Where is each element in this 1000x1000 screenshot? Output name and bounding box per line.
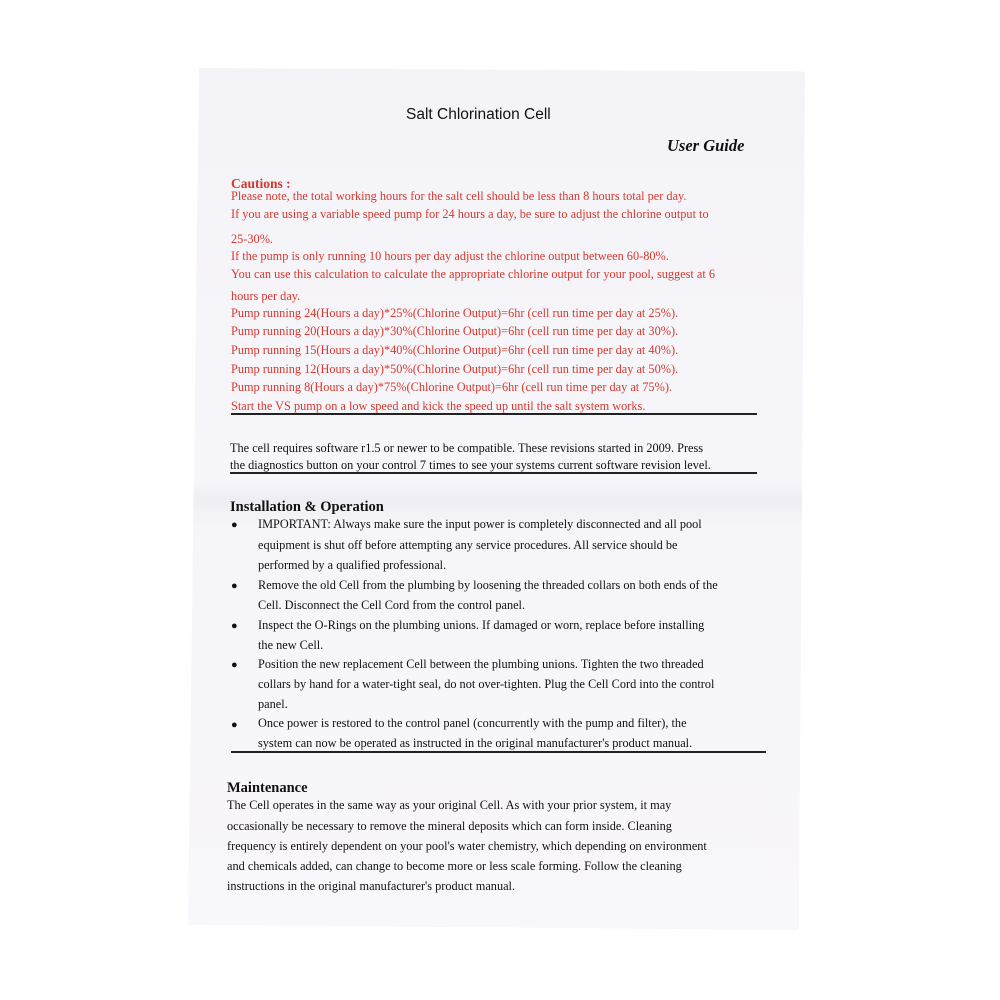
installation-item-line: equipment is shut off before attempting any service procedures. All service should be [258,538,678,552]
maintenance-line: instructions in the original manufacturer's product manual. [227,879,516,893]
software-line: The cell requires software r1.5 or newer to be compatible. These revisions started in 2009. Press [230,441,704,455]
installation-item-line: Inspect the O-Rings on the plumbing unions. If damaged or worn, replace before installing [258,618,705,632]
installation-item-line: performed by a qualified professional. [258,558,447,572]
section-divider [230,472,757,474]
maintenance-line: and chemicals added, can change to become more or less scale forming. Follow the cleaning [227,859,682,873]
installation-item-line: the new Cell. [258,638,324,652]
caution-line: You can use this calculation to calculate the appropriate chlorine output for your pool, suggest at 6 [231,267,716,281]
maintenance-line: occasionally be necessary to remove the mineral deposits which can form inside. Cleaning [227,819,672,833]
bullet-icon: ● [231,719,238,731]
caution-line: If you are using a variable speed pump for 24 hours a day, be sure to adjust the chlorine output to [231,207,709,221]
bullet-icon: ● [231,519,238,531]
document-title: Salt Chlorination Cell [406,106,551,123]
installation-item-line: IMPORTANT: Always make sure the input power is completely disconnected and all pool [258,517,702,531]
installation-item-line: collars by hand for a water-tight seal, do not over-tighten. Plug the Cell Cord into the control [258,677,715,691]
software-line: the diagnostics button on your control 7 times to see your systems current software revision level. [230,458,711,472]
installation-item-line: panel. [258,697,288,711]
installation-item-line: Once power is restored to the control panel (concurrently with the pump and filter), the [258,716,687,730]
caution-line: Start the VS pump on a low speed and kick the speed up until the salt system works. [231,399,646,413]
installation-item-line: Position the new replacement Cell between the plumbing unions. Tighten the two threaded [258,657,704,671]
caution-line: Pump running 20(Hours a day)*30%(Chlorine Output)=6hr (cell run time per day at 30%). [231,324,679,338]
caution-line: hours per day. [231,289,301,303]
caution-line: Pump running 8(Hours a day)*75%(Chlorine Output)=6hr (cell run time per day at 75%). [231,380,672,394]
bullet-icon: ● [231,580,238,592]
maintenance-line: frequency is entirely dependent on your pool's water chemistry, which depending on environment [227,839,707,853]
installation-heading: Installation & Operation [230,499,384,515]
installation-item-line: Remove the old Cell from the plumbing by loosening the threaded collars on both ends of the [258,578,718,592]
caution-line: Pump running 24(Hours a day)*25%(Chlorine Output)=6hr (cell run time per day at 25%). [231,306,679,320]
cautions-heading: Cautions : [231,176,291,191]
bullet-icon: ● [231,659,238,671]
caution-line: If the pump is only running 10 hours per day adjust the chlorine output between 60-80%. [231,249,669,263]
caution-line: 25-30%. [231,232,274,246]
caution-line: Please note, the total working hours for the salt cell should be less than 8 hours total per day. [231,189,687,203]
installation-item-line: Cell. Disconnect the Cell Cord from the control panel. [258,598,526,612]
maintenance-heading: Maintenance [227,780,308,796]
caution-line: Pump running 15(Hours a day)*40%(Chlorine Output)=6hr (cell run time per day at 40%). [231,343,679,357]
installation-item-line: system can now be operated as instructed in the original manufacturer's product manual. [258,736,693,750]
maintenance-line: The Cell operates in the same way as your original Cell. As with your prior system, it may [227,798,672,812]
document-subtitle: User Guide [667,136,745,155]
bullet-icon: ● [231,620,238,632]
section-divider [231,413,757,415]
caution-line: Pump running 12(Hours a day)*50%(Chlorine Output)=6hr (cell run time per day at 50%). [231,362,679,376]
section-divider [231,751,766,753]
